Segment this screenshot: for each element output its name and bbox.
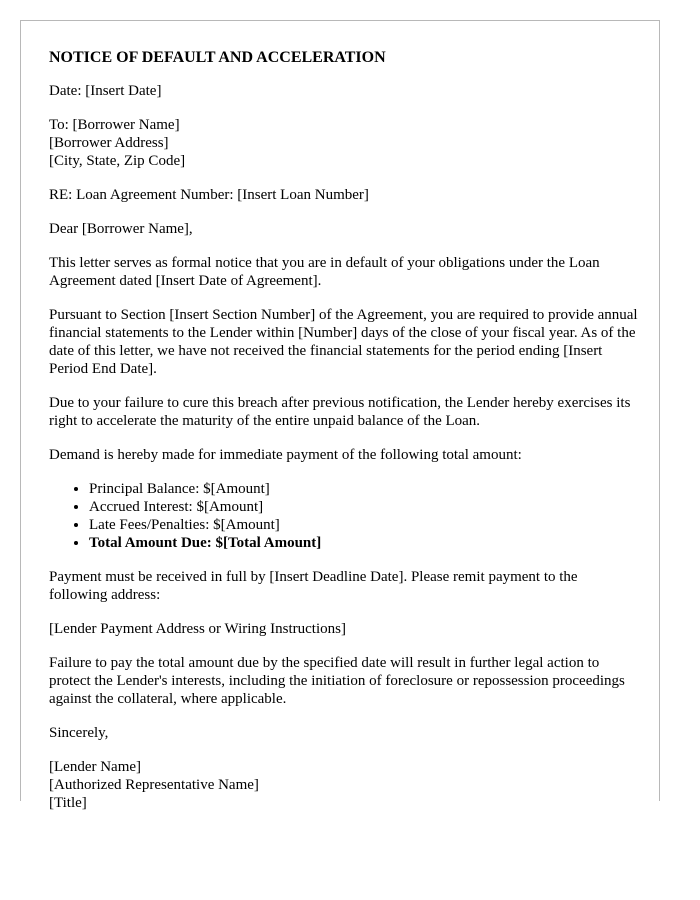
letter-page [20, 20, 660, 811]
signature-lender: [Lender Name] [49, 759, 142, 775]
closing: Sincerely, [49, 725, 109, 741]
recipient-city: [City, State, Zip Code] [49, 153, 186, 169]
amount-principal: • Principal Balance: $[Amount] [89, 480, 639, 498]
paragraph-pursuant: Pursuant to Section [Insert Section Number] of the Agreement, you are required to provide annual financial statements to the Lender within [Number] days of the close of your fiscal year. As of the date of this letter, we have not received the financial statements for the period ending [Insert Period End Date]. [49, 307, 638, 377]
paragraph-intro: This letter serves as formal notice that you are in default of your obligations under the Loan Agreement dated [Insert Date of Agreement]. [49, 255, 600, 289]
signature-title: [Title] [49, 795, 87, 811]
amount-list [49, 480, 639, 552]
amount-fees: • Late Fees/Penalties: $[Amount] [89, 516, 639, 534]
re-line: RE: Loan Agreement Number: [Insert Loan Number] [49, 187, 369, 203]
recipient-address: [Borrower Address] [49, 135, 169, 151]
signature-block [49, 758, 639, 812]
recipient-name: To: [Borrower Name] [49, 117, 180, 133]
payment-address: [Lender Payment Address or Wiring Instructions] [49, 621, 346, 637]
amount-total: • Total Amount Due: $[Total Amount] [89, 534, 639, 552]
letter-title: NOTICE OF DEFAULT AND ACCELERATION [49, 49, 386, 66]
paragraph-demand: Demand is hereby made for immediate payment of the following total amount: [49, 447, 522, 463]
paragraph-breach: Due to your failure to cure this breach after previous notification, the Lender hereby exercises its right to accelerate the maturity of the entire unpaid balance of the Loan. [49, 395, 631, 429]
amount-interest: • Accrued Interest: $[Amount] [89, 498, 639, 516]
letter-body [49, 48, 639, 828]
signature-representative: [Authorized Representative Name] [49, 777, 259, 793]
date-line: Date: [Insert Date] [49, 83, 162, 99]
recipient-block [49, 116, 639, 170]
paragraph-payment: Payment must be received in full by [Insert Deadline Date]. Please remit payment to the following address: [49, 569, 578, 603]
paragraph-failure: Failure to pay the total amount due by the specified date will result in further legal action to protect the Lender's interests, including the initiation of foreclosure or repossession proceedings against the collateral, where applicable. [49, 655, 625, 707]
salutation: Dear [Borrower Name], [49, 221, 193, 237]
